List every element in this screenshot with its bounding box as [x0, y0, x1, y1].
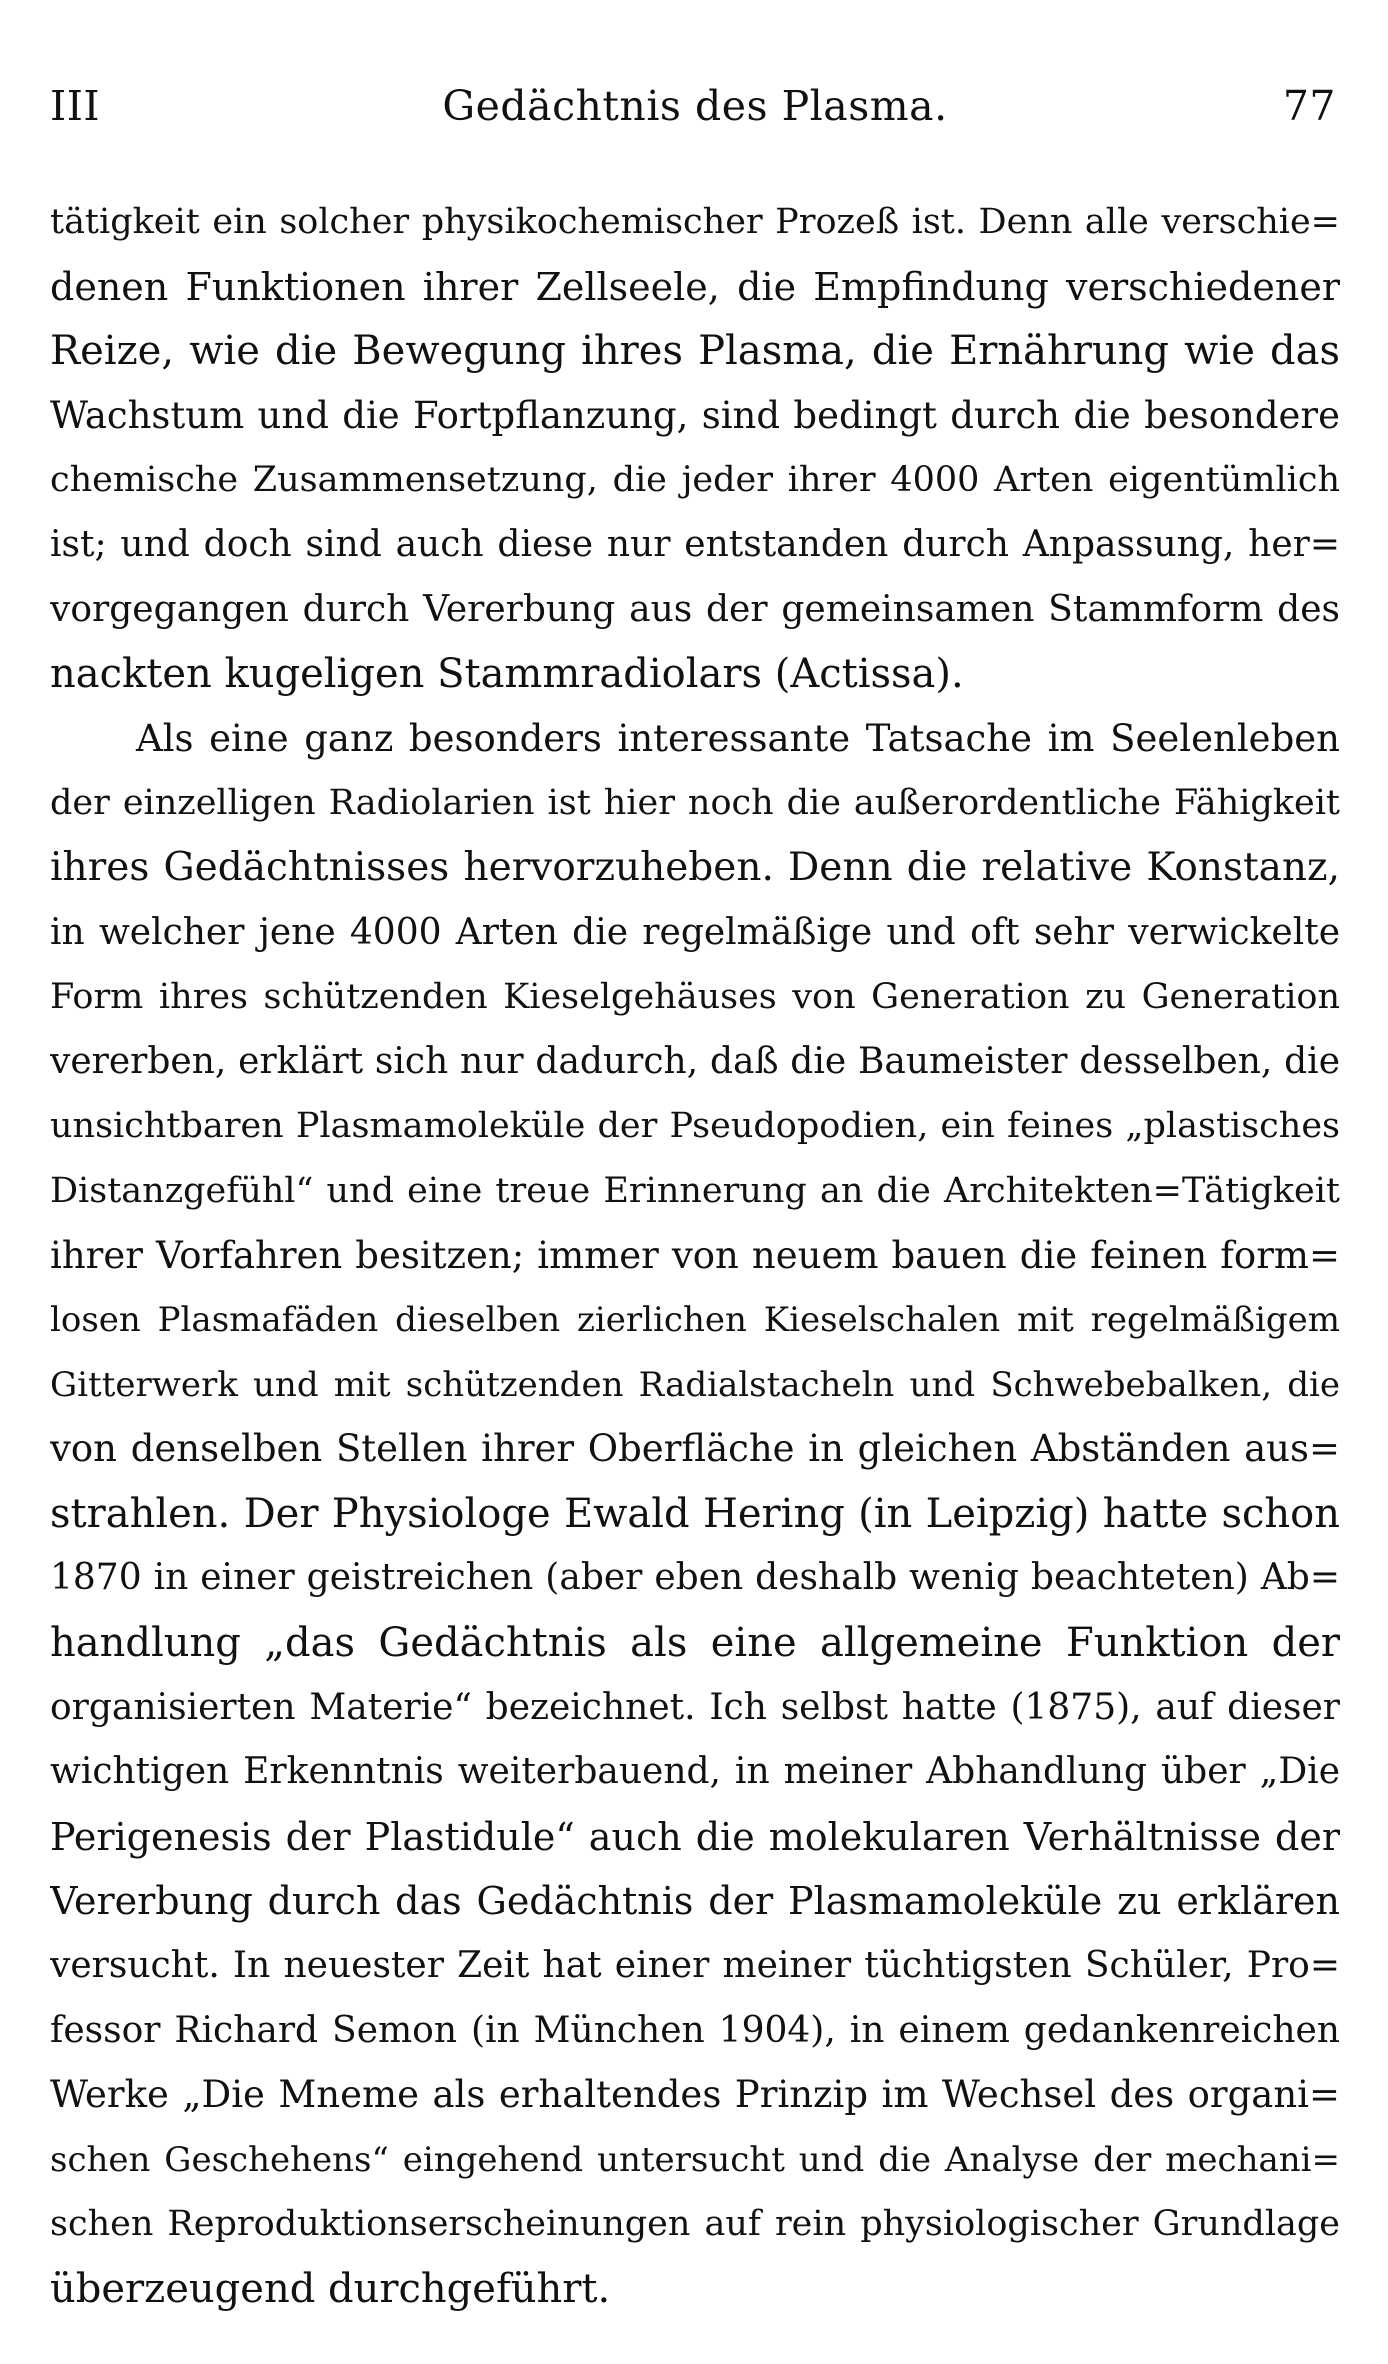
text-line: in welcher jene 4000 Arten die regelmäßige und oft sehr verwickelte [50, 911, 1340, 953]
text-line: Perigenesis der Plastidule“ auch die molekularen Verhältnisse der [50, 1814, 1340, 1859]
text-line: Vererbung durch das Gedächtnis der Plasmamoleküle zu erklären [50, 1879, 1340, 1924]
text-line: von denselben Stellen ihrer Oberfläche in gleichen Abständen aus= [50, 1427, 1340, 1471]
text-line: überzeugend durchgeführt. [50, 2266, 611, 2312]
text-line: Werke „Die Mneme als erhaltendes Prinzip im Wechsel des organi= [50, 2073, 1340, 2117]
paragraph-1 [50, 190, 1340, 707]
text-line: schen Geschehens“ eingehend untersucht und die Analyse der mechani= [50, 2139, 1340, 2180]
text-line: Distanzgefühl“ und eine treue Erinnerung an die Architekten=Tätigkeit [50, 1170, 1340, 1211]
text-line: wichtigen Erkenntnis weiterbauend, in meiner Abhandlung über „Die [50, 1751, 1340, 1793]
paragraph-2 [50, 707, 1340, 2322]
text-line: tätigkeit ein solcher physikochemischer Prozeß ist. Denn alle verschie= [50, 202, 1340, 242]
running-title: Gedächtnis des Plasma. [442, 82, 948, 130]
text-line: versucht. In neuester Zeit hat einer meiner tüchtigsten Schüler, Pro= [50, 1945, 1340, 1987]
text-line: Als eine ganz besonders interessante Tatsache im Seelenleben [136, 716, 1340, 760]
text-line: vererben, erklärt sich nur dadurch, daß die Baumeister desselben, die [50, 1040, 1340, 1082]
text-line: ihrer Vorfahren besitzen; immer von neuem bauen die feinen form= [50, 1233, 1340, 1277]
text-line: losen Plasmafäden dieselben zierlichen Kieselschalen mit regelmäßigem [50, 1300, 1340, 1341]
text-line: chemische Zusammensetzung, die jeder ihrer 4000 Arten eigentümlich [50, 460, 1340, 501]
text-line: Reize, wie die Bewegung ihres Plasma, die Ernährung wie das [50, 328, 1340, 375]
text-line: unsichtbaren Plasmamoleküle der Pseudopodien, ein feines „plastisches [50, 1106, 1340, 1147]
text-line: fessor Richard Semon (in München 1904), in einem gedankenreichen [50, 2009, 1340, 2051]
text-line: schen Reproduktionserscheinungen auf rein physiologischer Grundlage [50, 2204, 1340, 2245]
text-line: Wachstum und die Fortpflanzung, sind bedingt durch die besondere [50, 393, 1340, 437]
text-line: nackten kugeligen Stammradiolars (Actissa). [50, 651, 964, 698]
text-line: vorgegangen durch Vererbung aus der gemeinsamen Stammform des [50, 588, 1340, 630]
text-line: ihres Gedächtnisses hervorzuheben. Denn die relative Konstanz, [50, 844, 1340, 890]
text-line: ist; und doch sind auch diese nur entstanden durch Anpassung, her= [50, 523, 1340, 565]
page-number: 77 [1282, 82, 1336, 130]
text-line: 1870 in einer geistreichen (aber eben deshalb wenig beachteten) Ab= [50, 1557, 1340, 1599]
page-header [50, 82, 1340, 142]
text-line: der einzelligen Radiolarien ist hier noch die außerordentliche Fähigkeit [50, 783, 1340, 824]
text-line: Gitterwerk und mit schützenden Radialstacheln und Schwebebalken, die [50, 1364, 1340, 1405]
text-line: organisierten Materie“ bezeichnet. Ich selbst hatte (1875), auf dieser [50, 1686, 1340, 1728]
text-line: strahlen. Der Physiologe Ewald Hering (in Leipzig) hatte schon [50, 1490, 1340, 1537]
text-line: handlung „das Gedächtnis als eine allgemeine Funktion der [50, 1620, 1340, 1667]
text-line: Form ihres schützenden Kieselgehäuses von Generation zu Generation [50, 977, 1340, 1018]
text-line: denen Funktionen ihrer Zellseele, die Empfindung verschiedener [50, 264, 1340, 309]
page-body [50, 190, 1340, 2322]
chapter-marker: III [50, 82, 101, 130]
